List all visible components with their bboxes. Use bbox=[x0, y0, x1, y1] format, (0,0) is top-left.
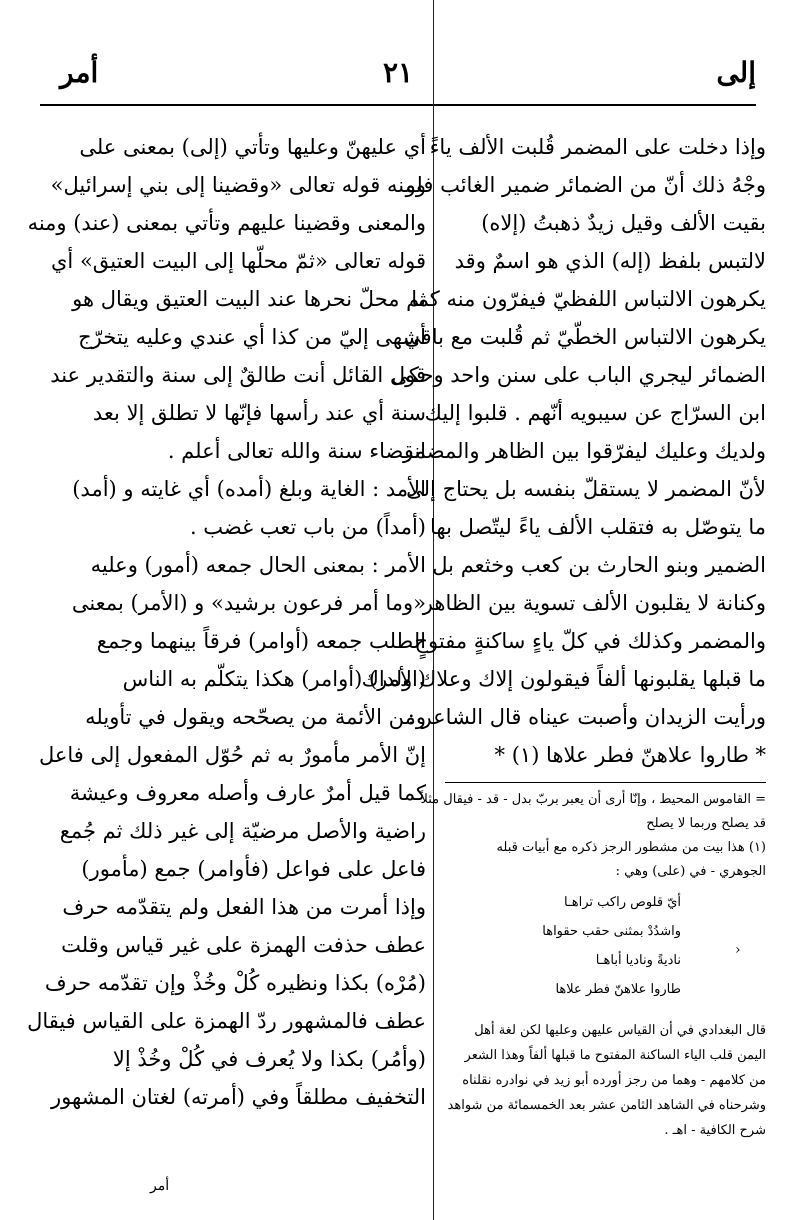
text-line: وجْهُ ذلك أنّ من الضمائر ضمير الغائب فلو bbox=[405, 173, 766, 197]
text-line: لأنّ المضمر لا يستقلّ بنفسه بل يحتاج إلى bbox=[406, 477, 766, 501]
text-line: الضمائر ليجري الباب على سنن واحد وحكى bbox=[391, 363, 766, 387]
text-line: الأمر : بمعنى الحال جمعه (أمور) وعليه bbox=[90, 553, 426, 577]
text-line: والمضمر وكذلك في كلّ ياءٍ ساكنةٍ مفتوحٍ bbox=[414, 629, 766, 653]
text-line: كما قيل أمرٌ عارف وأصله معروف وعيشة bbox=[69, 781, 426, 805]
poem-line: أيّ قلوص راكب تراهـا bbox=[563, 895, 681, 910]
text-line: يكرهون الالتباس اللفظيّ فيفرّون منه كما bbox=[411, 287, 766, 311]
footnote-line: = القاموس المحيط ، وإنّا أرى أن يعبر بربّ بدل - قد - فيقال مثلاً bbox=[420, 792, 766, 807]
text-line: ورأيت الزيدان وأصبت عيناه قال الشاعر : bbox=[407, 705, 766, 729]
footnote-rule bbox=[445, 782, 766, 783]
text-line: أي عليهنّ وعليها وتأتي (إلى) بمعنى على bbox=[79, 135, 426, 159]
text-line: أشهى إليّ من كذا أي عندي وعليه يتخرّج bbox=[78, 325, 426, 349]
header-left-word: أمر bbox=[60, 56, 99, 89]
text-line: وإذا أمرت من هذا الفعل ولم يتقدّمه حرف bbox=[62, 895, 426, 919]
text-line: ما قبلها يقلبونها ألفاً فيقولون إلاك وعلاك ولداك bbox=[361, 667, 766, 691]
text-line: والمعنى وقضينا عليهم وتأتي بمعنى (عند) ومنه bbox=[27, 211, 426, 235]
footnote-poem bbox=[542, 888, 681, 1004]
text-line: (الأمر) (أوامر) هكذا يتكلّم به الناس bbox=[122, 667, 426, 691]
header-rule bbox=[40, 104, 756, 106]
header-right-word: إلى bbox=[716, 56, 756, 89]
poem-line: ناديةً وناديا أباهـا bbox=[595, 953, 681, 968]
margin-mark-bottom: أمر bbox=[150, 1178, 170, 1194]
footnote-line: وشرحناه في الشاهد الثامن عشر بعد الخمسمائة من شواهد bbox=[447, 1098, 766, 1113]
text-line: التخفيف مطلقاً وفي (أمرته) لغتان المشهور bbox=[51, 1085, 426, 1109]
footnote-line: قال البغدادي في أن القياس عليهن وعليها لكن لغة أهل bbox=[474, 1023, 766, 1038]
text-line: ثم محلّ نحرها عند البيت العتيق ويقال هو bbox=[72, 287, 426, 311]
left-column bbox=[27, 128, 426, 1116]
text-line: لالتبس بلفظ (إله) الذي هو اسمٌ وقد bbox=[454, 249, 766, 273]
text-line: ومنه قوله تعالى «وقضينا إلى بني إسرائيل» bbox=[50, 173, 426, 197]
poem-line: واشدُدْ بمثنى حقب حقواها bbox=[542, 924, 681, 939]
text-line: انقضاء سنة والله تعالى أعلم . bbox=[167, 439, 426, 463]
text-line: سنة أي عند رأسها فإنّها لا تطلق إلا بعد bbox=[92, 401, 426, 425]
text-line: قول القائل أنت طالقٌ إلى سنة والتقدير عند bbox=[50, 363, 426, 387]
text-line: (مُرْه) بكذا ونظيره كُلْ وخُذْ وإن تقدّمه حرف bbox=[44, 971, 426, 995]
footnote-commentary bbox=[448, 1018, 766, 1143]
text-line: قوله تعالى «ثمّ محلّها إلى البيت العتيق» أي bbox=[51, 249, 426, 273]
margin-mark-side: › bbox=[735, 942, 741, 958]
text-line: الأمد : الغاية وبلغ (أمده) أي غايته و (أمد) bbox=[72, 477, 426, 501]
text-line: * طاروا علاهنّ فطر علاها (١) * bbox=[494, 743, 766, 767]
page-number: ٢١ bbox=[382, 56, 414, 89]
text-line: عطف حذفت الهمزة على غير قياس وقلت bbox=[61, 933, 426, 957]
text-line: يكرهون الالتباس الخطّيّ ثم قُلبت مع باقي bbox=[404, 325, 766, 349]
text-line: فاعل على فواعل (فأوامر) جمع (مأمور) bbox=[81, 857, 426, 881]
text-line: الضمير وبنو الحارث بن كعب وخثعم بل bbox=[432, 553, 766, 577]
text-line: إنّ الأمر مأمورٌ به ثم حُوّل المفعول إلى فاعل bbox=[38, 743, 426, 767]
poem-line: طاروا علاهنّ فطر علاها bbox=[555, 982, 681, 997]
text-line: عطف فالمشهور ردّ الهمزة على القياس فيقال bbox=[27, 1009, 426, 1033]
text-line: (أمداً) من باب تعب غضب . bbox=[189, 515, 426, 539]
footnote-intro bbox=[420, 788, 766, 884]
text-line: وكنانة لا يقلبون الألف تسوية بين الظاهر bbox=[422, 591, 766, 615]
text-line: ولديك وعليك ليفرّقوا بين الظاهر والمضمر bbox=[403, 439, 766, 463]
text-line: وإذا دخلت على المضمر قُلبت الألف ياءً bbox=[429, 135, 766, 159]
text-line: ومن الأئمة من يصحّحه ويقول في تأويله bbox=[85, 705, 426, 729]
footnote-line: شرح الكافية - اهـ . bbox=[664, 1123, 766, 1138]
text-line: بقيت الألف وقيل زيدٌ ذهبتُ (إلاه) bbox=[481, 211, 766, 235]
text-line: الطلب جمعه (أوامر) فرقاً بينهما وجمع bbox=[96, 629, 426, 653]
text-line: «وما أمر فرعون برشيد» و (الأمر) بمعنى bbox=[71, 591, 426, 615]
footnote-line: الجوهري - في (على) وهي : bbox=[615, 864, 766, 879]
footnote-line: اليمن قلب الياء الساكنة المفتوح ما قبلها ألفاً وهذا الشعر bbox=[464, 1048, 766, 1063]
text-line: راضية والأصل مرضيّة إلى غير ذلك ثم جُمع bbox=[59, 819, 426, 843]
text-line: (وأمُر) بكذا ولا يُعرف في كُلْ وخُذْ إلا bbox=[112, 1047, 426, 1071]
footnote-line: (١) هذا بيت من مشطور الرجز ذكره مع أبيات قبله bbox=[496, 840, 766, 855]
footnote-line: من كلامهم - وهما من رجز أورده أبو زيد في نوادره نقلناه bbox=[462, 1073, 766, 1088]
text-line: ما يتوصّل به فتقلب الألف ياءً ليتّصل بها bbox=[430, 515, 766, 539]
text-line: ابن السرّاج عن سيبويه أنّهم . قلبوا إليك bbox=[424, 401, 766, 425]
footnote-line: قد يصلح وربما لا يصلح bbox=[646, 816, 766, 831]
right-column bbox=[361, 128, 766, 774]
